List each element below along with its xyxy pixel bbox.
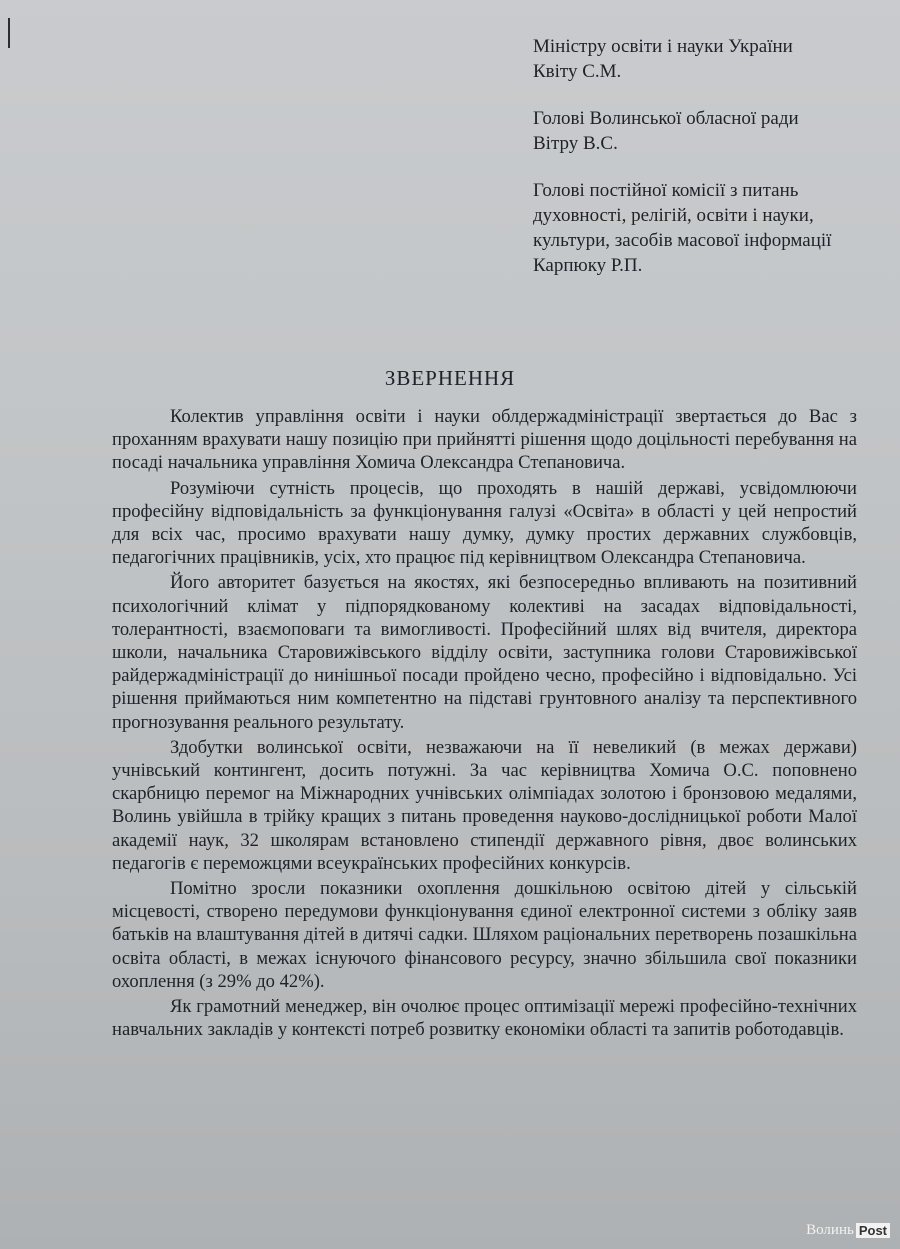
paragraph: Його авторитет базується на якостях, які безпосередньо впливають на позитивний психологічний клімат у підпорядкованому колективі на засадах відповідальності, толерантності, взаємоповаги та вимогливості. Професійний шлях від вчителя, директора школи, начальника Старовижівського відділу освіти, заступника голови Старовижівської райдержадміністрації до нинішньої посади пройдено чесно, професійно і відповідально. Усі рішення приймаються ним компетентно на підставі грунтовного аналізу та перспективного прогнозування реального результату. [112,572,857,733]
watermark-brand: Волинь [806,1222,854,1238]
addressee-line: Квіту С.М. [533,61,622,82]
addressee-block [533,34,893,300]
addressee-line: Вітру В.С. [533,133,618,154]
paragraph: Розуміючи сутність процесів, що проходять в нашій державі, усвідомлюючи професійну відповідальність за функціонування галузі «Освіта» в області у цей непростий для всіх час, просимо врахувати нашу думку, думку простих державних службовців, педагогічних працівників, усіх, хто працює під керівництвом Олександра Степановича. [112,477,857,569]
watermark-logo [806,1222,890,1239]
paragraph: Здобутки волинської освіти, незважаючи на її невеликий (в межах держави) учнівський контингент, досить потужні. За час керівництва Хомича О.С. поповнено скарбницю перемог на Міжнародних учнівських олімпіадах золотою і бронзовою медалями, Волинь увійшла в трійку кращих з питань проведення науково-дослідницької роботи Малої академії наук, 32 школярам встановлено стипендії державного рівня, двоє волинських педагогів є переможцями всеукраїнських професійних конкурсів. [112,736,857,874]
addressee-line: духовності, релігій, освіти і науки, [533,205,814,226]
watermark-post: Post [856,1223,890,1238]
addressee-line: Карпюку Р.П. [533,255,643,276]
paragraph: Як грамотний менеджер, він очолює процес оптимізації мережі професійно-технічних навчальних закладів у контексті потреб розвитку економіки області та запитів роботодавців. [112,996,857,1041]
addressee-commission-head [533,178,893,278]
margin-mark [8,18,10,48]
document-title: ЗВЕРНЕННЯ [384,366,516,390]
document-body [112,405,857,1043]
addressee-minister [533,34,893,84]
paragraph: Колектив управління освіти і науки облдержадміністрації звертається до Вас з проханням врахувати нашу позицію при прийнятті рішення щодо доцільності перебування на посаді начальника управління Хомича Олександра Степановича. [112,406,857,474]
addressee-council-head [533,106,893,156]
addressee-line: культури, засобів масової інформації [533,230,832,251]
addressee-line: Голові постійної комісії з питань [533,180,799,201]
paragraph: Помітно зросли показники охоплення дошкільною освітою дітей у сільській місцевості, створено передумови функціонування єдиної електронної системи з обліку заяв батьків на влаштування дітей в дитячі садки. Шляхом раціональних перетворень позашкільна освіта області, в межах існуючого фінансового ресурсу, значно збільшила свої показники охоплення (з 29% до 42%). [112,878,857,992]
addressee-line: Голові Волинської обласної ради [533,108,799,129]
addressee-line: Міністру освіти і науки України [533,36,793,57]
